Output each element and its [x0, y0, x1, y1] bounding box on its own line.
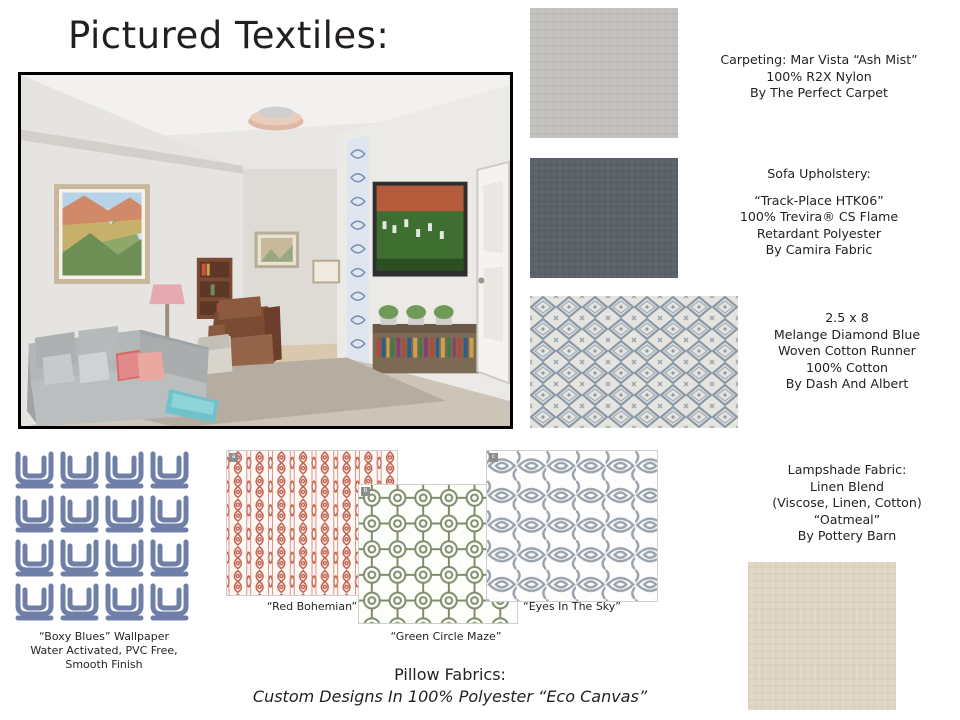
carpet-caption-line-1: Carpeting: Mar Vista “Ash Mist” [720, 52, 918, 67]
carpet-caption-line-2: 100% R2X Nylon [766, 68, 872, 84]
area-rug-swatch [530, 296, 738, 428]
rug-diamond-pattern [530, 296, 738, 428]
room-photo [18, 72, 513, 429]
lampshade-caption [740, 462, 954, 545]
pillow-swatch-tag-b: b [361, 487, 370, 496]
rug-caption [744, 310, 950, 393]
lampshade-caption-line-5: By Pottery Barn [797, 528, 897, 543]
sofa-caption-line-2: “Track-Place HTK06” [754, 192, 884, 208]
boxy-blues-pattern [12, 448, 194, 624]
pillow-green-label: “Green Circle Maze” [390, 630, 502, 643]
sofa-caption-line-1: Sofa Upholstery: [767, 166, 871, 181]
lampshade-caption-line-4: “Oatmeal” [813, 511, 881, 527]
wallpaper-caption-line-3: Smooth Finish [65, 658, 143, 671]
rug-caption-line-3: Woven Cotton Runner [778, 343, 916, 358]
sofa-caption [690, 166, 948, 259]
sofa-caption-line-3: 100% Trevira® CS Flame [739, 209, 899, 224]
pillow-fabrics-title: Pillow Fabrics: [394, 665, 506, 684]
sofa-caption-line-5: By Camira Fabric [765, 242, 873, 257]
room-rendering-illustration [21, 75, 510, 428]
lampshade-fabric-swatch [748, 562, 896, 710]
rug-caption-line-5: By Dash And Albert [785, 376, 909, 391]
lampshade-caption-line-2: Linen Blend [809, 478, 885, 494]
boxy-blues-wallpaper-swatch [12, 448, 194, 624]
pillow-sky-label: “Eyes In The Sky” [523, 600, 621, 613]
pillow-fabrics-subtitle: Custom Designs In 100% Polyester “Eco Canvas” [252, 687, 648, 706]
wallpaper-caption-line-1: “Boxy Blues” Wallpaper [38, 630, 170, 643]
pillow-swatch-eyes-in-the-sky [486, 450, 658, 602]
pillow-swatch-tag-a: a [229, 453, 238, 462]
rug-caption-line-2: Melange Diamond Blue [773, 326, 921, 342]
pillow-fabrics-heading [228, 664, 672, 708]
carpet-swatch [530, 8, 678, 138]
lampshade-caption-line-1: Lampshade Fabric: [787, 462, 907, 477]
carpet-texture [530, 8, 678, 138]
carpet-caption [688, 52, 950, 102]
sofa-caption-line-4: Retardant Polyester [756, 225, 882, 241]
page-title: Pictured Textiles: [68, 14, 390, 57]
pillow-red-label: “Red Bohemian” [266, 600, 358, 613]
rug-caption-line-4: 100% Cotton [805, 359, 889, 375]
wallpaper-caption-line-2: Water Activated, PVC Free, [30, 644, 178, 657]
sofa-upholstery-swatch [530, 158, 678, 278]
rug-caption-line-1: 2.5 x 8 [825, 310, 869, 325]
wallpaper-caption [8, 630, 200, 672]
eyes-in-the-sky-pattern [487, 451, 657, 601]
pillow-swatch-tag-c: c [489, 453, 498, 462]
sofa-fabric-texture [530, 158, 678, 278]
linen-texture [748, 562, 896, 710]
carpet-caption-line-3: By The Perfect Carpet [749, 85, 888, 100]
lampshade-caption-line-3: (Viscose, Linen, Cotton) [772, 495, 922, 510]
